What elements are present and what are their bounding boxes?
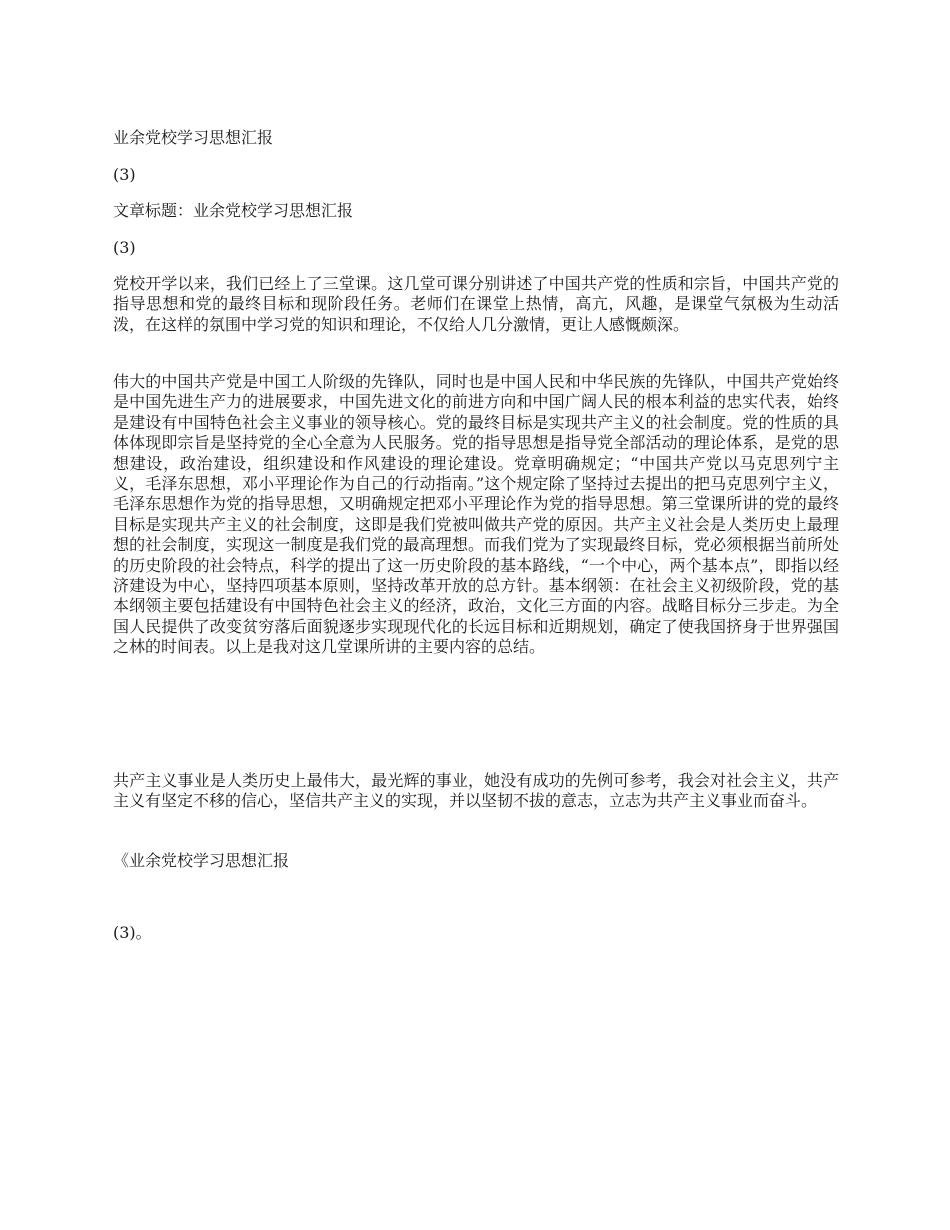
body-paragraph: 伟大的中国共产党是中国工人阶级的先锋队，同时也是中国人民和中华民族的先锋队，中国共产党始终是中国先进生产力的进展要求，中国先进文化的前进方向和中国广阔人民的根本利益的忠实代表，始终是建设有中国特色社会主义事业的领导核心。党的最终目标是实现共产主义的社会制度。党的性质的具体体现即宗旨是坚持党的全心全意为人民服务。党的指导思想是指导党全部活动的理论体系，是党的思想建设，政治建设，组织建设和作风建设的理论建设。党章明确规定；“中国共产党以马克思列宁主义，毛泽东思想，邓小平理论作为自己的行动指南。”这个规定除了坚持过去提出的把马克思列宁主义，毛泽东思想作为党的指导思想，又明确规定把邓小平理论作为党的指导思想。第三堂课所讲的党的最终目标是实现共产主义的社会制度，这即是我们党被叫做共产党的原因。共产主义社会是人类历史上最理想的社会制度，实现这一制度是我们党的最高理想。而我们党为了实现最终目标，党必须根据当前所处的历史阶段的社会特点，科学的提出了这一历史阶段的基本路线，“一个中心，两个基本点”，即指以经济建设为中心，坚持四项基本原则，坚持改革开放的总方针。基本纲领：在社会主义初级阶段，党的基本纲领主要包括建设有中国特色社会主义的经济，政治，文化三方面的内容。战略目标分三步走。为全国人民提供了改变贫穷落后面貌逐步实现现代化的长远目标和近期规划，确定了使我国挤身于世界强国之林的时间表。以上是我对这几堂课所讲的主要内容的总结。 xyxy=(113,372,839,657)
closing-title: 《业余党校学习思想汇报 xyxy=(113,851,290,870)
article-title-number: (3) xyxy=(113,238,136,257)
body-paragraph: 党校开学以来，我们已经上了三堂课。这几堂可课分别讲述了中国共产党的性质和宗旨，中国共产党的指导思想和党的最终目标和现阶段任务。老师们在课堂上热情，高亢，风趣，是课堂气氛极为生动活泼，在这样的氛围中学习党的知识和理论，不仅给人几分激情，更让人感慨颇深。 xyxy=(113,274,839,334)
body-paragraph: 共产主义事业是人类历史上最伟大，最光辉的事业，她没有成功的先例可参考，我会对社会主义，共产主义有坚定不移的信心，坚信共产主义的实现，并以坚韧不拔的意志，立志为共产主义事业而奋斗。 xyxy=(113,771,839,811)
closing-number: (3)。 xyxy=(113,923,152,942)
document-heading-number: (3) xyxy=(113,165,136,184)
article-title: 文章标题：业余党校学习思想汇报 xyxy=(113,201,354,220)
document-heading: 业余党校学习思想汇报 xyxy=(113,128,274,147)
